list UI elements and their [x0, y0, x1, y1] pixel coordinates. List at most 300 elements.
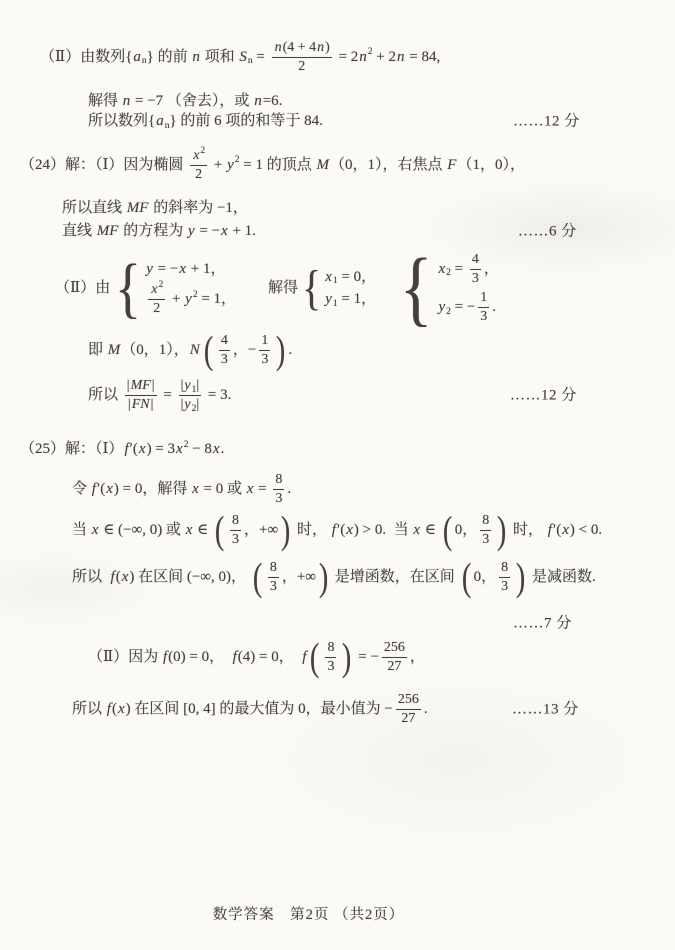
math-variable: n [192, 48, 200, 65]
math-text: 即 [88, 341, 107, 358]
math-variable: x [151, 282, 158, 298]
math-variable: f [91, 480, 96, 497]
fraction-denominator [325, 659, 336, 675]
fraction-bar [219, 350, 230, 351]
fraction [480, 513, 491, 548]
fraction-denominator [151, 301, 162, 317]
subscript: 1 [191, 384, 197, 395]
math-text: ) 在区间 [0, 4] 的最大值为 0，最小值为 − [125, 700, 393, 717]
math-text: } 的前 6 项的和等于 84. [169, 113, 323, 130]
math-text: 8 [501, 560, 509, 575]
math-variable: x [138, 441, 146, 458]
math-variable: MF [130, 378, 151, 393]
math-text: 所以数列 [88, 113, 149, 130]
fraction-numerator [470, 252, 481, 268]
fraction-denominator [268, 579, 279, 595]
math-variable: M [316, 156, 330, 173]
math-text: 0， [473, 568, 497, 585]
math-text: 所以 [88, 386, 122, 403]
math-text: (4 + 4 [282, 40, 317, 55]
big-paren [308, 635, 353, 679]
big-paren [251, 555, 330, 599]
fraction-denominator [470, 271, 481, 287]
cases-row [324, 290, 376, 310]
math-text: 3 [261, 352, 269, 368]
math-text: . [220, 441, 225, 458]
cases-rows [145, 260, 236, 318]
math-variable: x [192, 480, 199, 497]
math-text: 8 [232, 513, 240, 528]
math-text: = 2 [334, 48, 359, 65]
math-text: (0) = 0， [168, 648, 232, 665]
math-variable: x [185, 521, 193, 538]
fraction-numerator [179, 378, 202, 394]
fraction-numerator [396, 692, 421, 708]
score-mark: ……12 分 [513, 113, 580, 130]
math-variable: f [106, 700, 111, 717]
fraction [470, 252, 481, 287]
math-text: + [210, 156, 227, 173]
math-text: ) [325, 40, 330, 55]
score-mark: ……12 分 [510, 386, 577, 403]
math-variable: f [331, 521, 336, 538]
math-text: 解得 [268, 279, 299, 296]
fraction-numerator [268, 560, 279, 576]
math-text: ，+∞ [244, 521, 279, 538]
math-variable: x [91, 521, 99, 538]
math-text: = [252, 48, 269, 65]
math-variable: MF [96, 223, 119, 240]
left-brace-icon: { [115, 252, 142, 326]
score-mark: ……13 分 [512, 700, 579, 717]
math-text: | [150, 397, 154, 413]
fraction-denominator [399, 711, 417, 727]
math-text: 3 [232, 532, 240, 548]
paren-inner [473, 560, 515, 595]
cases-group [300, 261, 377, 315]
fraction [219, 333, 230, 368]
fraction-bar [273, 489, 284, 490]
math-text: ′( [96, 480, 106, 497]
math-text: ， [409, 648, 425, 665]
paren-close-icon: ) [276, 328, 286, 372]
paren-close-icon: ) [318, 555, 329, 599]
math-text: 3 [480, 309, 488, 325]
answer-line [72, 472, 291, 507]
math-text: = −7 （舍去），或 [131, 93, 254, 110]
math-text: （Ⅱ）因为 [88, 648, 162, 665]
math-text: 8 [327, 640, 335, 655]
big-paren [202, 328, 288, 372]
math-variable: n [397, 48, 405, 65]
fraction-denominator [230, 532, 241, 548]
math-text: 3 [501, 579, 509, 595]
math-variable: x [106, 480, 113, 497]
superscript: 2 [183, 439, 189, 450]
math-text: 时， [293, 521, 331, 538]
math-variable: y [184, 397, 191, 413]
math-text: = [254, 480, 271, 497]
math-variable: x [179, 260, 186, 277]
cases-row [324, 268, 376, 288]
fraction [325, 640, 336, 675]
math-text: ) = 0，解得 [113, 480, 192, 497]
math-variable: a [133, 48, 141, 65]
math-variable: MF [126, 200, 149, 217]
paren-inner [226, 513, 279, 548]
paren-inner [215, 333, 274, 368]
page-footer: 数学答案 第2页 （共2页） [212, 907, 405, 923]
math-text: 令 [72, 480, 91, 497]
paren-inner [264, 560, 317, 595]
paren-open-icon: ( [310, 635, 320, 679]
cases-row [437, 252, 498, 287]
math-text: ′( [552, 521, 562, 538]
math-variable: N [189, 341, 200, 358]
math-text: 4 [471, 252, 479, 267]
math-text: = − [195, 223, 221, 240]
fraction-denominator [179, 397, 202, 413]
fraction-denominator [259, 352, 270, 368]
fraction-bar [470, 269, 481, 270]
math-text: 1 [261, 333, 269, 348]
math-text: 所以 [72, 568, 110, 585]
answer-line [62, 222, 577, 242]
math-text: 2 [153, 301, 161, 317]
math-text: 27 [387, 659, 402, 675]
math-variable: x [346, 521, 353, 538]
math-text: 时， [509, 521, 547, 538]
cases-rows [324, 268, 376, 310]
math-variable: f [547, 521, 552, 538]
math-text: ， [483, 260, 499, 277]
fraction-bar [179, 395, 202, 396]
math-text: . [287, 480, 292, 497]
math-text: + 1. [228, 223, 256, 240]
math-variable: x [246, 480, 254, 497]
fraction-bar [499, 577, 510, 578]
math-text: = − [354, 648, 379, 665]
math-text: （Ⅱ）由 [55, 279, 111, 296]
math-variable: n [274, 40, 282, 55]
math-text: （0，1）， [121, 341, 189, 358]
fraction [268, 560, 279, 595]
math-text: ′( [129, 441, 138, 458]
fraction-bar [230, 530, 241, 531]
paren-inner [321, 640, 340, 675]
math-text: = 1， [197, 291, 237, 308]
math-text: (4) = 0， [237, 648, 302, 665]
math-text: 3 [269, 579, 277, 595]
math-text: = 84, [405, 48, 441, 65]
math-variable: y [187, 223, 195, 240]
fraction-numerator [148, 279, 165, 298]
superscript: 2 [200, 145, 206, 156]
cases-group [112, 252, 237, 326]
fraction [273, 472, 284, 507]
math-variable: x [212, 441, 220, 458]
math-variable: n [122, 93, 131, 110]
subscript: n [141, 56, 147, 67]
paren-open-icon: ( [252, 555, 262, 599]
math-text: + 1， [186, 260, 226, 277]
math-text: 是增函数，在区间 [331, 568, 459, 585]
subscript: 2 [446, 268, 451, 279]
math-text: − 8 [188, 441, 212, 458]
math-text: = 1， [337, 291, 377, 308]
math-text: 的方程为 [119, 223, 187, 240]
math-text: ( [111, 700, 117, 717]
fraction-bar [396, 709, 421, 710]
fraction [259, 333, 270, 368]
math-text: = [159, 386, 176, 403]
math-text: 所以直线 [62, 200, 126, 217]
math-variable: f [162, 648, 168, 665]
fraction [190, 145, 207, 183]
math-variable: f [124, 441, 129, 458]
fraction-bar [125, 395, 157, 396]
fraction-denominator [273, 491, 284, 507]
math-variable: f [110, 568, 115, 585]
math-text: 当 [72, 521, 91, 538]
math-text: + [168, 291, 185, 308]
math-text: = − [153, 260, 179, 277]
fraction-numerator [259, 333, 270, 349]
math-text: （0，1），右焦点 [330, 156, 447, 173]
fraction-numerator [382, 640, 407, 656]
math-text: 2 [195, 167, 203, 183]
fraction-bar [272, 57, 332, 58]
math-variable: M [107, 341, 121, 358]
fraction-numerator [480, 513, 491, 529]
math-text: 3 [471, 271, 479, 287]
math-text: ，+∞ [281, 568, 316, 585]
cases-group [396, 241, 499, 335]
answer-line [88, 378, 577, 414]
math-variable: x [562, 521, 569, 538]
fraction [382, 640, 407, 675]
math-text: （25）解：（Ⅰ） [20, 441, 124, 458]
cases-row [145, 279, 237, 317]
answer-line [20, 440, 224, 460]
fraction-denominator [480, 532, 491, 548]
math-text: ，− [232, 341, 257, 358]
math-text: 3 [482, 532, 490, 548]
math-text: 直线 [62, 223, 96, 240]
score-mark: ……6 分 [518, 223, 577, 240]
big-paren [441, 508, 509, 552]
cases-rows [437, 252, 498, 325]
score-mark: ……7 分 [513, 615, 572, 632]
math-text: { [148, 113, 156, 130]
math-text: 项和 [200, 48, 239, 65]
math-text: = 0， [337, 268, 377, 285]
math-text: . [423, 700, 428, 717]
math-text: 256 [383, 640, 405, 655]
math-text: 8 [269, 560, 277, 575]
answer-line [72, 508, 603, 552]
math-text: 是减函数. [528, 568, 596, 585]
math-variable: x [325, 268, 332, 285]
fraction-bar [382, 657, 407, 658]
math-text: 27 [401, 711, 416, 727]
big-paren [460, 555, 528, 599]
math-variable: f [232, 648, 237, 665]
math-text: | [180, 378, 184, 393]
math-variable: n [359, 48, 367, 65]
math-variable: x [121, 568, 129, 585]
fraction-denominator [193, 167, 204, 183]
paren-open-icon: ( [442, 508, 452, 552]
fraction-numerator [325, 640, 336, 656]
math-variable: f [302, 648, 307, 665]
math-text: } 的前 [146, 48, 192, 65]
fraction [396, 692, 421, 727]
subscript: 1 [332, 276, 338, 287]
answer-line [88, 112, 580, 132]
math-text: =6. [262, 93, 283, 110]
math-text: 4 [220, 333, 228, 348]
paren-close-icon: ) [342, 635, 352, 679]
fraction-bar [190, 165, 207, 166]
math-text: （1，0）， [457, 156, 525, 173]
subscript: 1 [332, 298, 338, 309]
paren-close-icon: ) [497, 508, 507, 552]
math-variable: y [438, 299, 446, 316]
math-variable: y [146, 260, 153, 277]
math-variable: x [438, 260, 446, 277]
math-text: = − [450, 299, 476, 316]
fraction-denominator [219, 352, 230, 368]
fraction [179, 378, 202, 413]
paren-close-icon: ) [281, 508, 291, 552]
fraction [499, 560, 510, 595]
math-text: 的斜率为 −1， [149, 200, 248, 217]
fraction-bar [325, 657, 336, 658]
math-text: 0， [454, 521, 478, 538]
math-text: = 1 的顶点 [239, 156, 316, 173]
fraction-numerator [190, 145, 207, 164]
fraction-numerator [125, 378, 157, 394]
math-variable: x [193, 148, 200, 163]
fraction [272, 40, 332, 75]
answer-line [88, 328, 293, 372]
math-variable: y [184, 378, 191, 393]
fraction-numerator [478, 290, 489, 306]
big-paren [213, 508, 292, 552]
fraction-numerator [230, 513, 241, 529]
math-text: | [196, 397, 200, 413]
fraction-denominator [385, 659, 403, 675]
subscript: n [247, 56, 253, 67]
math-text: | [151, 378, 155, 393]
answer-line [20, 145, 525, 183]
math-text: ( [115, 568, 121, 585]
math-text: ) > 0. 当 [353, 521, 413, 538]
paren-inner [454, 513, 496, 548]
math-text: 2 [298, 59, 306, 75]
math-text: | [127, 397, 131, 413]
superscript: 2 [158, 279, 164, 290]
math-text: ) = 3 [146, 441, 176, 458]
fraction-denominator [499, 579, 510, 595]
math-variable: FN [131, 397, 150, 413]
math-text: = [450, 260, 467, 277]
math-text: = 0 或 [199, 480, 246, 497]
math-text: | [180, 397, 184, 413]
math-variable: S [239, 48, 247, 65]
fraction-numerator [272, 40, 332, 56]
math-variable: x [413, 521, 421, 538]
paren-open-icon: ( [461, 555, 471, 599]
subscript: 2 [446, 306, 451, 317]
answer-line [40, 40, 440, 75]
math-text: 256 [397, 692, 419, 707]
fraction-numerator [499, 560, 510, 576]
math-variable: n [317, 40, 325, 55]
math-text: | [196, 378, 200, 393]
paren-open-icon: ( [203, 328, 214, 372]
math-text: 3 [220, 352, 228, 368]
answer-line [88, 635, 425, 679]
fraction-denominator [126, 397, 156, 413]
math-text: ∈ (−∞, 0) 或 [99, 521, 185, 538]
fraction [125, 378, 157, 413]
fraction [148, 279, 165, 317]
fraction-denominator [478, 309, 489, 325]
math-text: ∈ [421, 521, 440, 538]
left-brace-icon: { [302, 261, 322, 315]
fraction-numerator [273, 472, 284, 488]
math-text: 1 [480, 290, 488, 306]
paren-close-icon: ) [515, 555, 526, 599]
math-text: ′( [336, 521, 346, 538]
math-text: = 3. [204, 386, 232, 403]
superscript: 2 [367, 47, 373, 58]
math-variable: x [176, 441, 183, 458]
math-text: ) < 0. [569, 521, 603, 538]
superscript: 2 [192, 289, 198, 300]
paren-open-icon: ( [214, 508, 225, 552]
math-text: 3 [275, 491, 283, 507]
superscript: 2 [234, 155, 240, 166]
math-text: ) 在区间 (−∞, 0)， [129, 568, 250, 585]
cases-row [437, 290, 496, 325]
math-text: | [126, 378, 130, 393]
math-text: 所以 [72, 700, 106, 717]
math-variable: y [185, 291, 192, 308]
subscript: 2 [191, 403, 197, 414]
fraction-bar [259, 350, 270, 351]
fraction [478, 290, 489, 325]
answer-line [62, 199, 248, 219]
math-variable: y [227, 156, 234, 173]
math-text: ∈ [193, 521, 212, 538]
math-text: （24）解：（Ⅰ）因为椭圆 [20, 156, 188, 173]
answer-line [72, 692, 579, 727]
fraction-denominator [296, 59, 307, 75]
math-variable: x [117, 700, 125, 717]
fraction [230, 513, 241, 548]
math-text: + 2 [372, 48, 397, 65]
math-text: . [492, 299, 497, 316]
math-text: . [288, 341, 293, 358]
answer-line [55, 241, 501, 335]
cases-row [145, 260, 225, 280]
subscript: n [164, 120, 170, 131]
math-text: 解得 [88, 93, 122, 110]
math-text: 3 [327, 659, 335, 675]
